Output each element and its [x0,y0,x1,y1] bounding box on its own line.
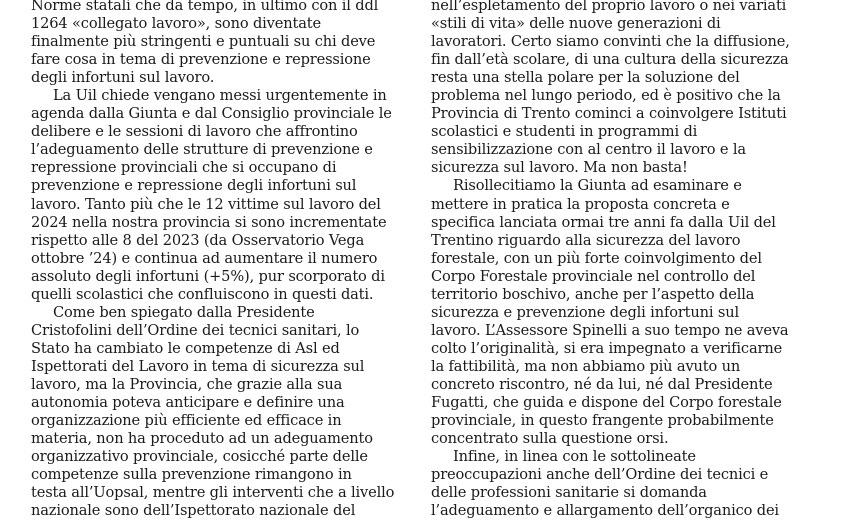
text-line: 1264 «collegato lavoro», sono diventate [31,15,321,33]
text-line: assoluto degli infortuni (+5%), pur scorporato di [31,267,385,285]
text-line: scolastici e studenti in programmi di [431,123,698,141]
text-line: organizzazione più efficiente ed efficace in [31,412,342,430]
text-line: agenda dalla Giunta e dal Consiglio provinciale le [31,105,392,123]
text-line: ottobre ’24) e continua ad aumentare il numero [31,249,378,267]
text-line: quelli scolastici che confluiscono in questi dati. [31,285,374,303]
text-line: La Uil chiede vengano messi urgentemente in [53,87,387,105]
text-line: nell’espletamento del proprio lavoro o nei variati [431,0,787,14]
text-line: lavoro, ma la Provincia, che grazie alla sua [31,375,343,393]
text-line: Cristofolini dell’Ordine dei tecnici sanitari, lo [31,321,360,339]
article-column-left [31,0,411,520]
text-line: concreto riscontro, né da lui, né dal Presidente [431,375,773,393]
text-line: materia, non ha proceduto ad un adeguamento [31,430,373,448]
text-line: Ispettorati del Lavoro in tema di sicurezza sul [31,357,365,375]
text-line: Come ben spiegato dalla Presidente [53,303,315,321]
text-line: sicurezza e prevenzione degli infortuni sul [431,303,739,321]
text-line: autonomia poteva anticipare e definire una [31,394,345,412]
text-line: prevenzione e repressione degli infortuni sul [31,177,357,195]
text-line: lavoro. L’Assessore Spinelli a suo tempo ne aveva [431,321,789,339]
text-line: specifica lanciata ormai tre anni fa dalla Uil del [431,213,776,231]
text-line: finalmente più stringenti e puntuali su chi deve [31,33,376,51]
text-line: Stato ha cambiato le competenze di Asl ed [31,339,340,357]
text-line: lavoratori. Certo siamo convinti che la diffusione, [431,33,790,51]
text-line: Provincia di Trento cominci a coinvolgere Istituti [431,105,787,123]
text-line: delibere e le sessioni di lavoro che affrontino [31,123,358,141]
text-line: «stili di vita» delle nuove generazioni di [431,15,721,33]
text-line: Corpo Forestale provinciale nel controllo del [431,267,756,285]
text-line: Risollecitiamo la Giunta ad esaminare e [453,177,742,195]
text-line: Trentino riguardo alla sicurezza del lavoro [431,231,741,249]
text-line: preoccupazioni anche dell’Ordine dei tecnici e [431,466,769,484]
text-line: resta una stella polare per la soluzione del [431,69,740,87]
text-line: l’adeguamento e allargamento dell’organico dei [431,502,779,520]
text-line: fin dall’età scolare, di una cultura della sicurezza [431,51,789,69]
text-line: la fattibilità, ma non abbiamo più avuto un [431,357,741,375]
text-line: degli infortuni sul lavoro. [31,69,215,87]
text-line: provinciale, in questo frangente probabilmente [431,412,774,430]
text-line: Norme statali che da tempo, in ultimo con il ddl [31,0,379,14]
text-line: territorio boschivo, anche per l’aspetto della [431,285,755,303]
text-line: concentrato sulla questione orsi. [431,430,669,448]
text-line: delle professioni sanitarie si domanda [431,484,707,502]
text-line: nazionale sono dell’Ispettorato nazionale del [31,502,356,520]
text-line: colto l’originalità, si era impegnato a verificarne [431,339,783,357]
text-line: rispetto alle 8 del 2023 (da Osservatorio Vega [31,231,365,249]
text-line: forestale, con un più forte coinvolgimento del [431,249,762,267]
text-line: repressione provinciali che si occupano di [31,159,337,177]
text-line: sensibilizzazione con al centro il lavoro e la [431,141,746,159]
text-line: Infine, in linea con le sottolineate [453,448,696,466]
text-line: lavoro. Tanto più che le 12 vittime sul lavoro del [31,195,381,213]
text-line: competenze sulla prevenzione rimangono in [31,466,352,484]
article-column-right [431,0,831,520]
text-line: organizzativo provinciale, cosicché parte delle [31,448,368,466]
text-line: 2024 nella nostra provincia si sono incrementate [31,213,387,231]
text-line: problema nel lungo periodo, ed è positivo che la [431,87,781,105]
text-line: sicurezza sul lavoro. Ma non basta! [431,159,688,177]
text-line: l’adeguamento delle strutture di prevenzione e [31,141,373,159]
text-line: mettere in pratica la proposta concreta e [431,195,730,213]
text-line: testa all’Uopsal, mentre gli interventi che a livello [31,484,395,502]
text-line: fare cosa in tema di prevenzione e repressione [31,51,371,69]
text-line: Fugatti, che guida e dispone del Corpo forestale [431,394,782,412]
